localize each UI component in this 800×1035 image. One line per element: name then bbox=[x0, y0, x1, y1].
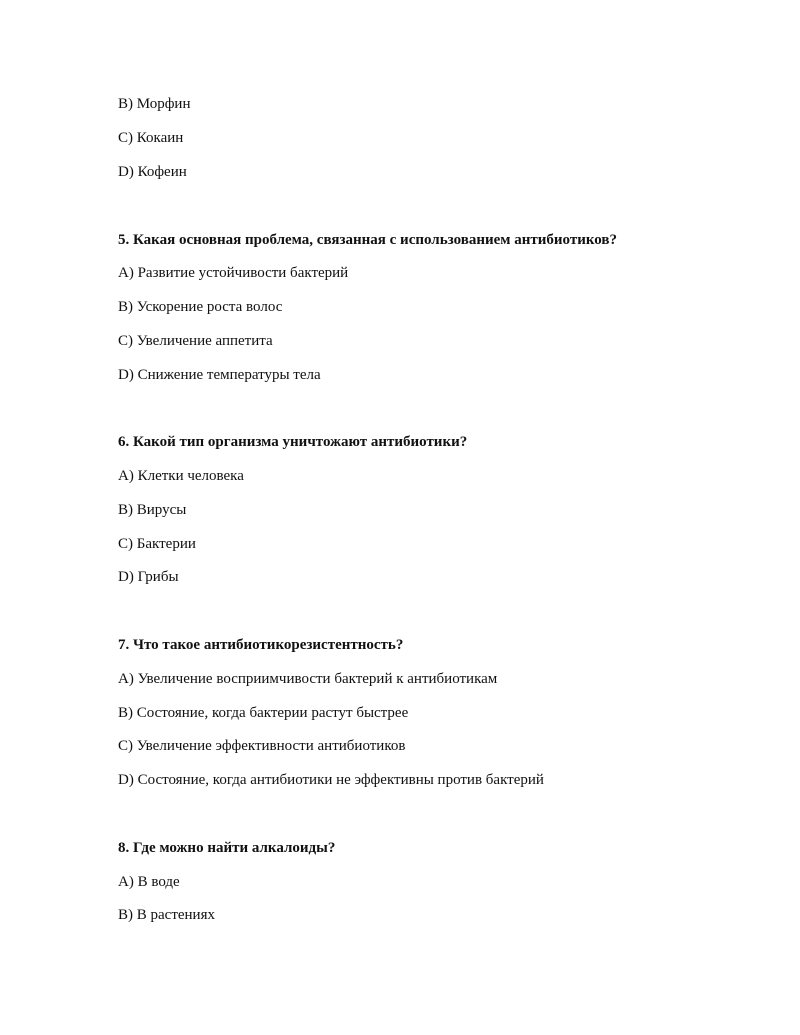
q7-option-a: A) Увеличение восприимчивости бактерий к антибиотикам bbox=[118, 671, 498, 687]
q6-option-c: C) Бактерии bbox=[118, 536, 196, 552]
q5-option-d: D) Снижение температуры тела bbox=[118, 367, 321, 383]
q7-option-b: B) Состояние, когда бактерии растут быстрее bbox=[118, 705, 409, 721]
q5-option-b: B) Ускорение роста волос bbox=[118, 299, 283, 315]
q8-title: 8. Где можно найти алкалоиды? bbox=[118, 840, 336, 856]
q6-option-d: D) Грибы bbox=[118, 569, 179, 585]
q7-option-c: C) Увеличение эффективности антибиотиков bbox=[118, 738, 406, 754]
q8-option-b: B) В растениях bbox=[118, 907, 215, 923]
q5-option-a: A) Развитие устойчивости бактерий bbox=[118, 265, 349, 281]
q5-option-c: C) Увеличение аппетита bbox=[118, 333, 273, 349]
q6-option-a: A) Клетки человека bbox=[118, 468, 244, 484]
q7-option-d: D) Состояние, когда антибиотики не эффективны против бактерий bbox=[118, 772, 544, 788]
q4-option-c: C) Кокаин bbox=[118, 130, 184, 146]
q7-title: 7. Что такое антибиотикорезистентность? bbox=[118, 637, 404, 653]
q4-option-b: B) Морфин bbox=[118, 96, 191, 112]
q6-title: 6. Какой тип организма уничтожают антибиотики? bbox=[118, 434, 468, 450]
q4-option-d: D) Кофеин bbox=[118, 164, 187, 180]
q8-option-a: A) В воде bbox=[118, 874, 180, 890]
q5-title: 5. Какая основная проблема, связанная с использованием антибиотиков? bbox=[118, 232, 618, 248]
q6-option-b: B) Вирусы bbox=[118, 502, 187, 518]
